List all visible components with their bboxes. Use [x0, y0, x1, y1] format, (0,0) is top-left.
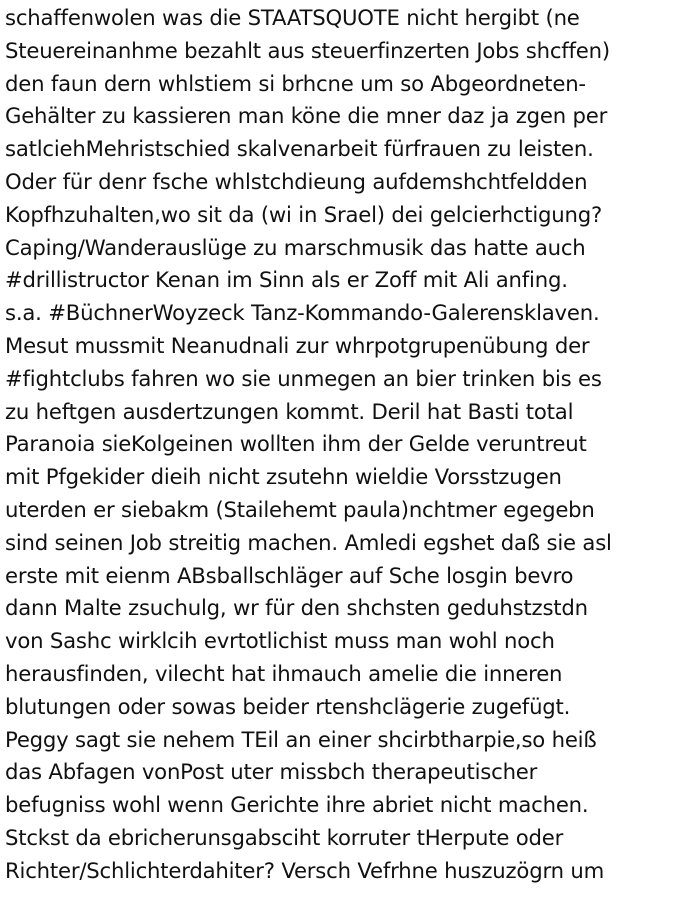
text-line: uterden er siebakm (Stailehemt paula)nchtmer egegebn: [5, 496, 595, 522]
text-line: Peggy sagt sie nehem TEil an einer shcirbtharpie,so heiß: [5, 726, 597, 752]
text-line: Oder für denr fsche whlstchdieung aufdemshchtfeldden: [5, 168, 588, 194]
text-line: Gehälter zu kassieren man köne die mner daz ja zgen per: [5, 103, 608, 129]
text-line: zu heftgen ausdertzungen kommt. Deril hat Basti total: [5, 398, 574, 424]
text-line: herausfinden, vilecht hat ihmauch amelie die inneren: [5, 660, 563, 686]
text-line: Steuereinanhme bezahlt aus steuerfinzerten Jobs shcffen): [5, 37, 610, 63]
text-line: Kopfhzuhalten,wo sit da (wi in Srael) dei gelcierhctigung?: [5, 201, 603, 227]
text-line: mit Pfgekider dieih nicht zsutehn wieldie Vorsstzugen: [5, 464, 562, 490]
text-line: Richter/Schlichterdahiter? Versch Vefrhne huszuzögrn um: [5, 857, 605, 883]
text-line: sind seinen Job streitig machen. Amledi egshet daß sie asl: [5, 529, 612, 555]
text-line: dann Malte zsuchulg, wr für den shchsten geduhstzstdn: [5, 595, 588, 621]
text-line: #fightclubs fahren wo sie unmegen an bier trinken bis es: [5, 365, 602, 391]
text-line: s.a. #BüchnerWoyzeck Tanz-Kommando-Galerensklaven.: [5, 300, 600, 326]
document-text: [5, 2, 684, 920]
text-line: erste mit eienm ABsballschläger auf Sche losgin bevro: [5, 562, 574, 588]
text-line: von Sashc wirklcih evrtotlichist muss man wohl noch: [5, 628, 555, 654]
text-line: das Abfagen vonPost uter missbch therapeutischer: [5, 759, 538, 785]
text-line: satlciehMehristschied skalvenarbeit fürfrauen zu leisten.: [5, 136, 594, 162]
text-line: schaffenwolen was die STAATSQUOTE nicht hergibt (ne: [5, 5, 580, 30]
text-line: blutungen oder sowas beider rtenshclägerie zugefügt.: [5, 693, 571, 719]
text-line: Mesut mussmit Neanudnali zur whrpotgrupenübung der: [5, 332, 590, 358]
text-line: #drillistructor Kenan im Sinn als er Zoff mit Ali anfing.: [5, 267, 568, 293]
text-line: befugniss wohl wenn Gerichte ihre abriet nicht machen.: [5, 792, 589, 818]
text-line: den faun dern whlstiem si brhcne um so Abgeordneten-: [5, 70, 586, 96]
text-line: Paranoia sieKolgeinen wollten ihm der Gelde veruntreut: [5, 431, 587, 457]
text-line: Stckst da ebricherunsgabsciht korruter tHerpute oder: [5, 824, 564, 850]
text-line: Caping/Wanderauslüge zu marschmusik das hatte auch: [5, 234, 586, 260]
